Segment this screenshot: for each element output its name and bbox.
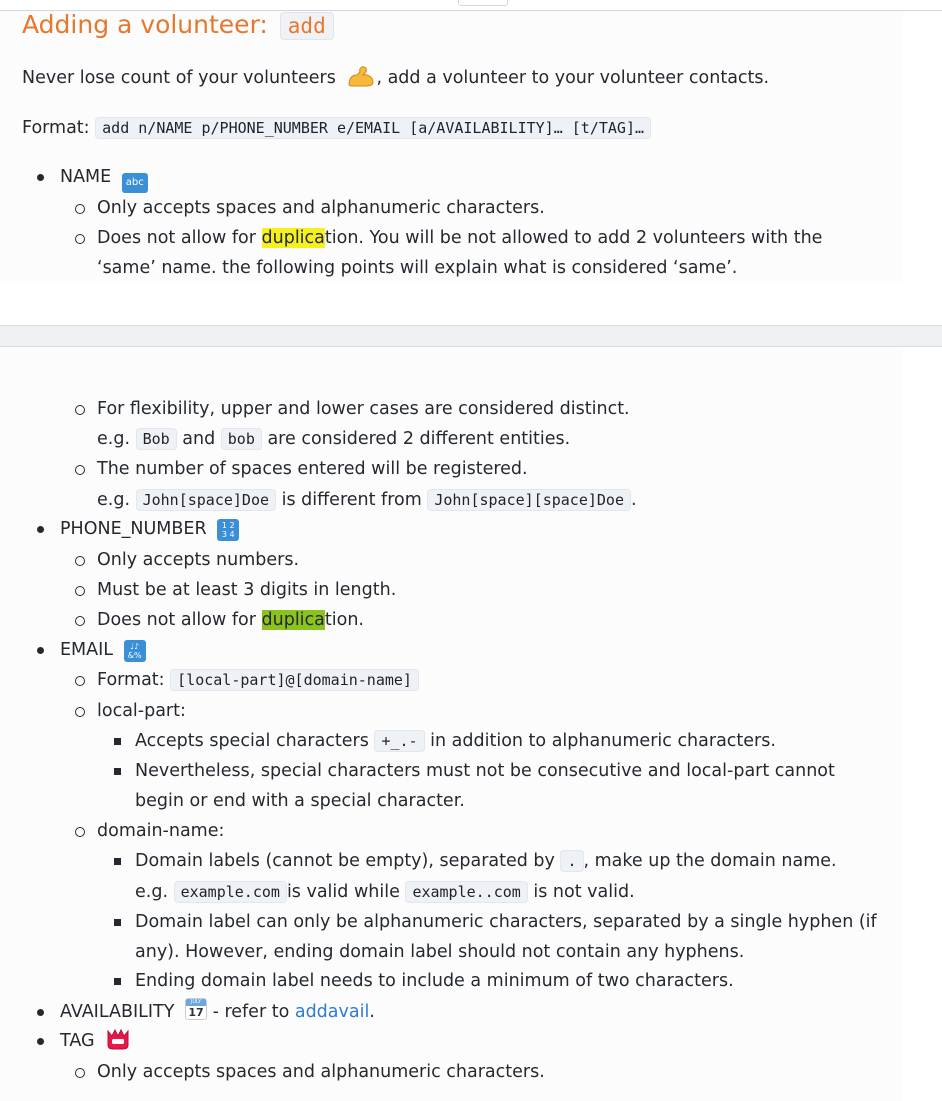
special-chars-code: +_.-: [374, 730, 424, 752]
name-rule-1-text: Only accepts spaces and alphanumeric characters.: [97, 198, 545, 218]
domain-rule-3-text: Ending domain label needs to include a minimum of two characters.: [135, 971, 734, 991]
domain-rule-1-text: Domain labels (cannot be empty), separated by: [135, 851, 555, 871]
domain-rule-1: [135, 846, 837, 876]
param-phone: [60, 514, 239, 544]
top-tab-handle: [458, 0, 508, 6]
calendar-day: 17: [188, 1006, 204, 1019]
domain-rule-1-end: , make up the domain name.: [583, 851, 837, 871]
numbers-input-icon: 1 2 3 4: [217, 519, 239, 541]
format-code: add n/NAME p/PHONE_NUMBER e/EMAIL [a/AVAILABILITY]… [t/TAG]…: [95, 117, 651, 139]
tag-rule-1-text: Only accepts spaces and alphanumeric characters.: [97, 1062, 545, 1082]
domain-rule-1-example: [135, 877, 635, 907]
local-rule-2-cont: [135, 786, 465, 816]
and-text: and: [182, 429, 216, 449]
eg-label: e.g.: [97, 490, 131, 510]
phone-rule-3-text: Does not allow for: [97, 610, 262, 630]
email-format: [97, 665, 419, 695]
name-rule-1: [97, 193, 545, 223]
domain-example-end: is not valid.: [533, 882, 635, 902]
email-local-part: [97, 696, 186, 726]
param-tag: [60, 1026, 131, 1056]
domain-rule-2-cont-text: any). However, ending domain label should not contain any hyphens.: [135, 942, 745, 962]
code-example-invalid: example..com: [405, 881, 527, 903]
abc-input-icon: abc: [122, 173, 148, 193]
calendar-icon: [185, 998, 207, 1020]
name-rule-3-example: [97, 424, 570, 454]
local-rule-1: [135, 726, 776, 756]
format-line: [22, 113, 651, 143]
symbols-input-icon: ♩♪ &%: [124, 640, 146, 662]
phone-rule-3-end: tion.: [324, 610, 364, 630]
param-name-label: NAME: [60, 167, 112, 187]
param-email-label: EMAIL: [60, 640, 114, 660]
domain-rule-2-text: Domain label can only be alphanumeric characters, separated by a single hyphen (if: [135, 912, 877, 932]
code-bob-lower: bob: [221, 428, 262, 450]
name-rule-2-cont-text: ‘same’ name. the following points will explain what is considered ‘same’.: [97, 258, 738, 278]
code-john-single: John[space]Doe: [136, 489, 276, 511]
addavail-link[interactable]: addavail: [294, 1002, 370, 1022]
rule-4-end: .: [631, 490, 637, 510]
domain-example-mid: is valid while: [286, 882, 400, 902]
local-rule-1-text: Accepts special characters: [135, 731, 369, 751]
name-badge-icon: [105, 1027, 131, 1051]
code-bob-upper: Bob: [136, 428, 177, 450]
eg-label: e.g.: [135, 882, 169, 902]
name-rule-4-text: The number of spaces entered will be registered.: [97, 459, 528, 479]
phone-rule-2: [97, 575, 396, 605]
email-domain-label: domain-name:: [97, 821, 225, 841]
format-label: Format:: [22, 118, 90, 138]
param-phone-label: PHONE_NUMBER: [60, 519, 207, 539]
heading-text: Adding a volunteer:: [22, 10, 268, 39]
phone-rule-2-text: Must be at least 3 digits in length.: [97, 580, 397, 600]
section-heading: [22, 8, 334, 43]
calendar-month: JULY: [186, 999, 206, 1006]
name-rule-4: [97, 454, 528, 484]
domain-rule-2-cont: [135, 937, 744, 967]
page-break-separator: [0, 325, 942, 347]
email-format-label: Format:: [97, 670, 165, 690]
email-local-label: local-part:: [97, 701, 186, 721]
rule-4-mid-text: is different from: [281, 490, 422, 510]
phone-rule-3: [97, 605, 364, 635]
tag-rule-1: [97, 1057, 545, 1087]
flexed-biceps-icon: [346, 64, 376, 88]
phone-rule-1-text: Only accepts numbers.: [97, 550, 300, 570]
local-rule-2-text: Nevertheless, special characters must not be consecutive and local-part cannot: [135, 761, 835, 781]
param-name: [60, 162, 148, 192]
local-rule-1-end: in addition to alphanumeric characters.: [430, 731, 776, 751]
email-format-code: [local-part]@[domain-name]: [170, 669, 419, 691]
local-rule-2-cont-text: begin or end with a special character.: [135, 791, 465, 811]
name-rule-2-cont: [97, 253, 737, 283]
param-availability-label: AVAILABILITY: [60, 1002, 175, 1022]
code-john-double: John[space][space]Doe: [427, 489, 631, 511]
param-email: [60, 635, 146, 665]
name-rule-2-text-end: tion. You will be not allowed to add 2 volunteers with the: [324, 228, 823, 248]
name-rule-3-text: For flexibility, upper and lower cases are considered distinct.: [97, 399, 630, 419]
intro-text: Never lose count of your volunteers: [22, 68, 336, 88]
eg-label: e.g.: [97, 429, 131, 449]
email-domain-name: [97, 816, 224, 846]
param-tag-label: TAG: [60, 1031, 95, 1051]
dot-code: .: [560, 850, 583, 872]
availability-end: .: [369, 1002, 375, 1022]
domain-rule-2: [135, 907, 877, 937]
name-rule-2-text: Does not allow for: [97, 228, 262, 248]
refer-text: - refer to: [207, 1002, 295, 1022]
rule-3-end-text: are considered 2 different entities.: [267, 429, 571, 449]
search-highlight-current: duplica: [261, 610, 325, 630]
phone-rule-1: [97, 545, 299, 575]
name-rule-3: [97, 394, 630, 424]
name-rule-2: [97, 223, 822, 253]
param-availability: [60, 997, 375, 1027]
intro-paragraph: [22, 63, 769, 93]
name-rule-4-example: [97, 485, 637, 515]
local-rule-2: [135, 756, 835, 786]
heading-command-code: add: [280, 12, 334, 40]
domain-rule-3: [135, 966, 734, 996]
search-highlight: duplica: [261, 228, 325, 248]
intro-text-end: , add a volunteer to your volunteer contacts.: [376, 68, 770, 88]
code-example-valid: example.com: [174, 881, 287, 903]
